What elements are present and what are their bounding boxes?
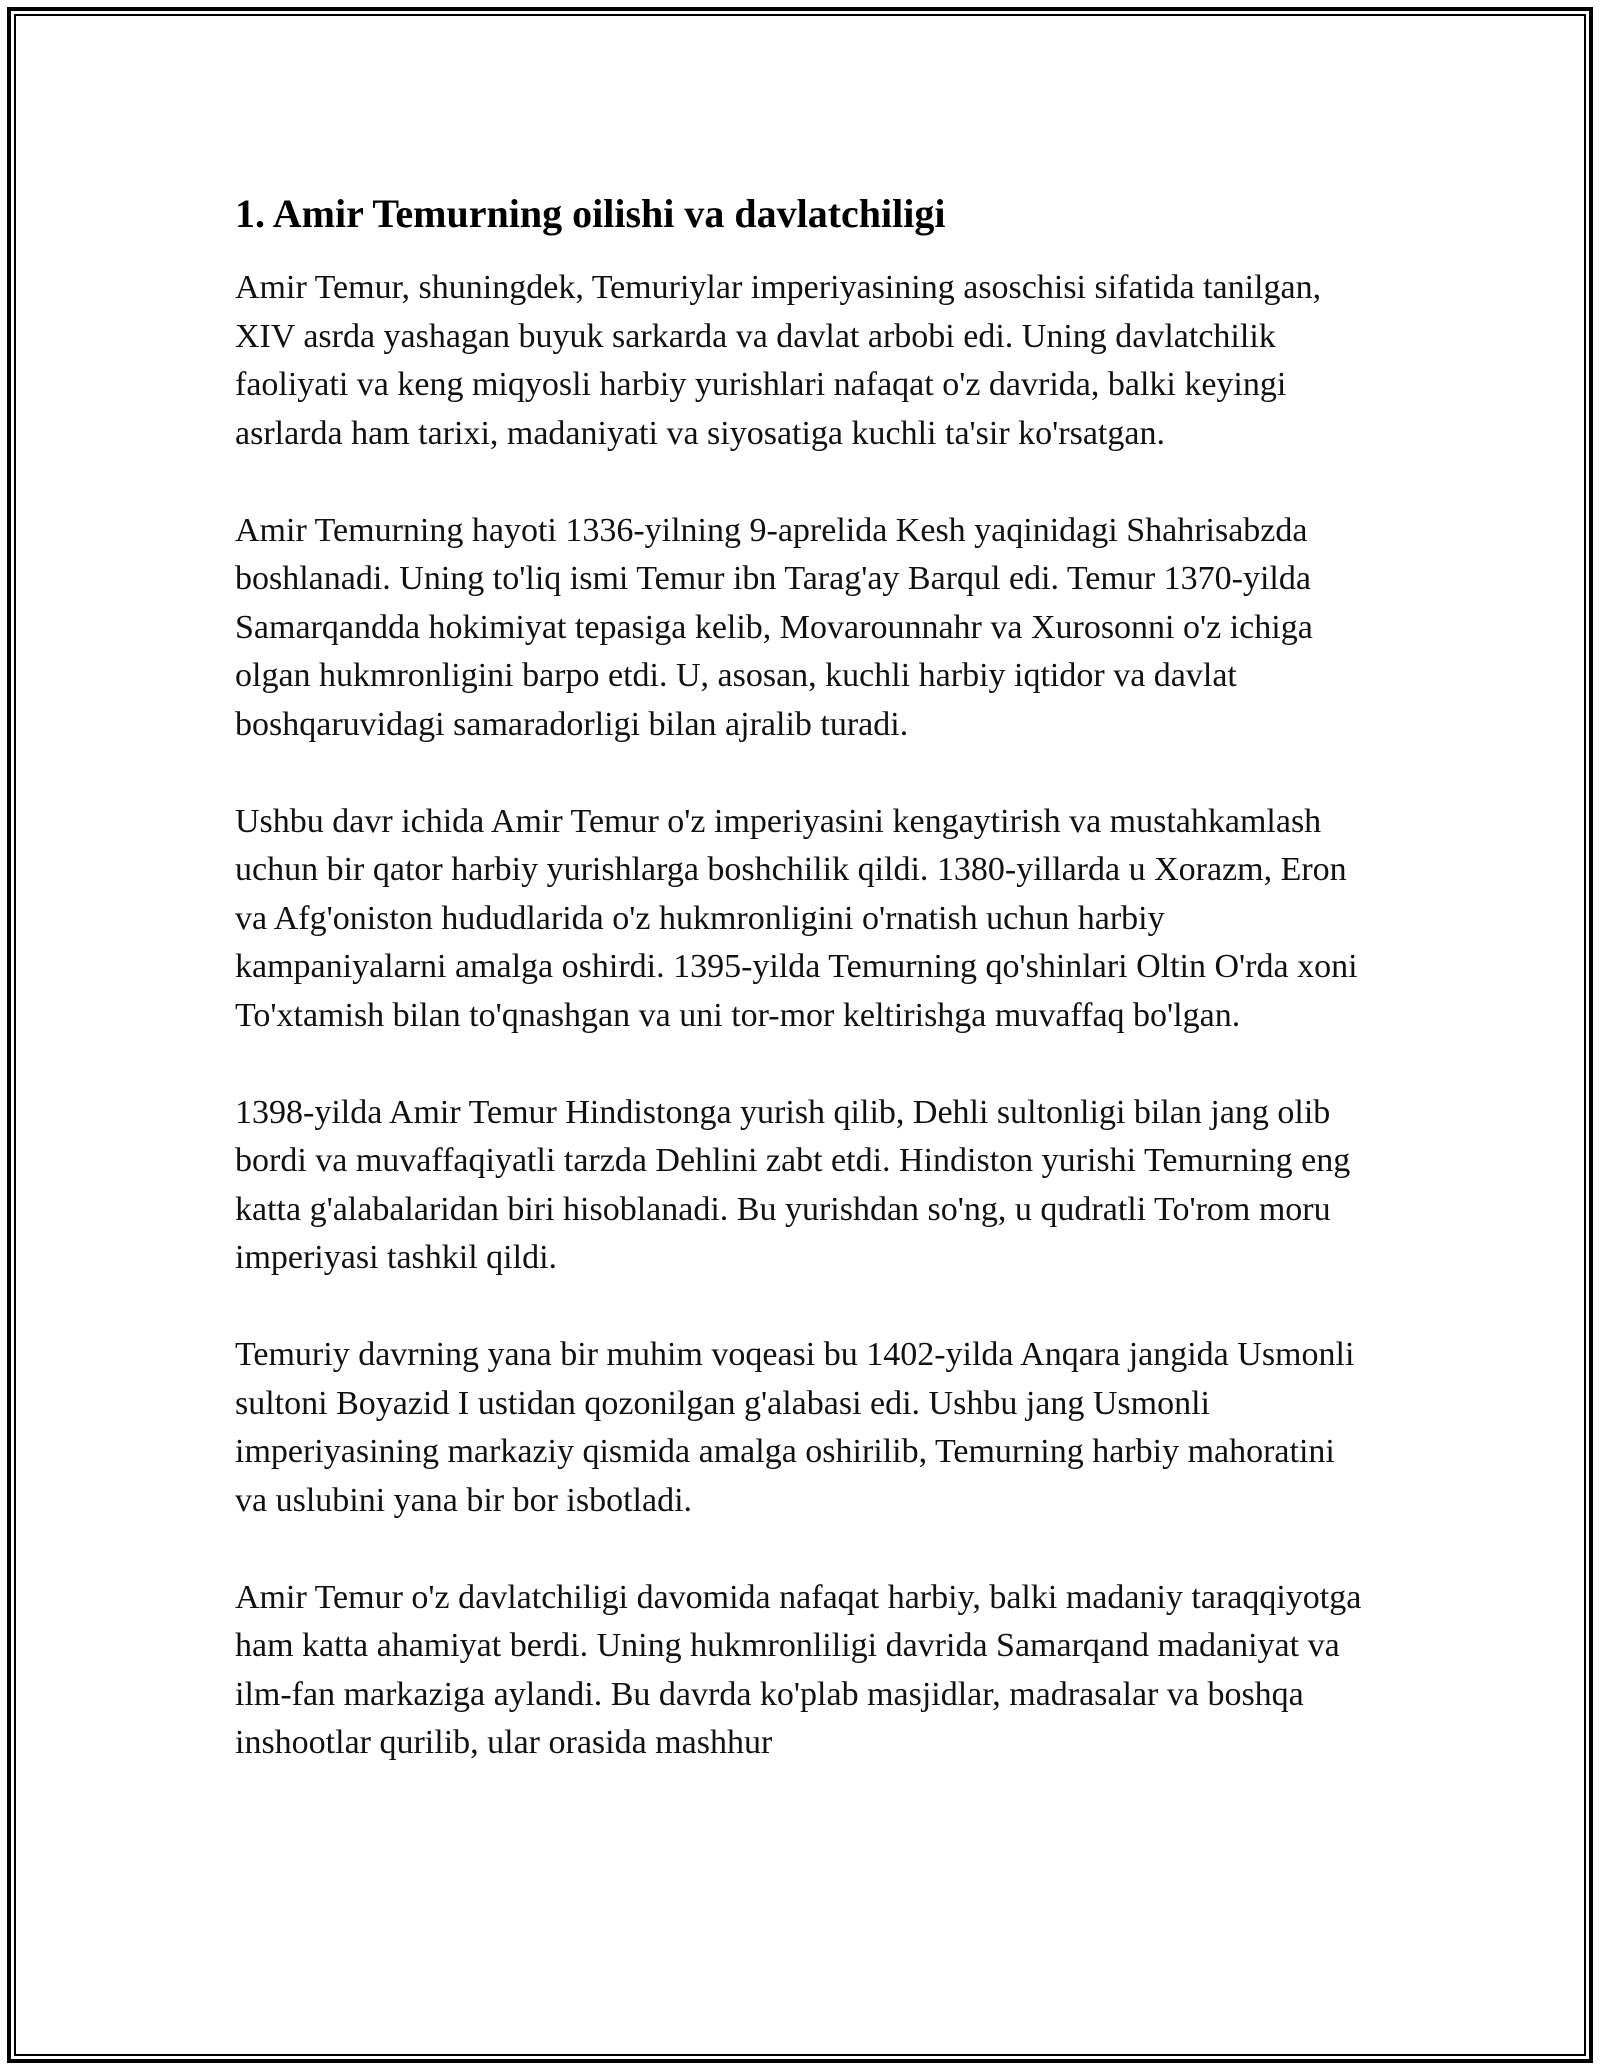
paragraph-culture: Amir Temur o'z davlatchiligi davomida nafaqat harbiy, balki madaniy taraqqiyotga ham katta ahamiyat berdi. Uning hukmronliligi davrida Samarqand madaniyat va ilm-fan markaziga aylandi. Bu davrda ko'plab masjidlar, madrasalar va boshqa inshootlar qurilib, ular orasida mashhur (235, 1578, 1362, 1761)
paragraph-early-life: Amir Temurning hayoti 1336-yilning 9-aprelida Kesh yaqinidagi Shahrisabzda boshlanadi. Uning to'liq ismi Temur ibn Tarag'ay Barqul edi. Temur 1370-yilda Samarqandda hokimiyat tepasiga kelib, Movarounnahr va Xurosonni o'z ichiga olgan hukmronligini barpo etdi. U, asosan, kuchli harbiy iqtidor va davlat boshqaruvidagi samaradorligi bilan ajralib turadi. (235, 511, 1313, 743)
paragraph-india-campaign: 1398-yilda Amir Temur Hindistonga yurish qilib, Dehli sultonligi bilan jang olib bordi va muvaffaqiyatli tarzda Dehlini zabt etdi. Hindiston yurishi Temurning eng katta g'alabalaridan biri hisoblanadi. Bu yurishdan so'ng, u qudratli To'rom moru imperiyasi tashkil qildi. (235, 1093, 1351, 1276)
document-body (235, 186, 1365, 1816)
section-heading: 1. Amir Temurning oilishi va davlatchiligi (235, 191, 946, 236)
paragraph-intro: Amir Temur, shuningdek, Temuriylar imperiyasining asoschisi sifatida tanilgan, XIV asrda yashagan buyuk sarkarda va davlat arbobi edi. Uning davlatchilik faoliyati va keng miqyosli harbiy yurishlari nafaqat o'z davrida, balki keyingi asrlarda ham tarixi, madaniyati va siyosatiga kuchli ta'sir ko'rsatgan. (235, 269, 1322, 452)
paragraph-campaigns: Ushbu davr ichida Amir Temur o'z imperiyasini kengaytirish va mustahkamlash uchun bir qator harbiy yurishlarga boshchilik qildi. 1380-yillarda u Xorazm, Eron va Afg'oniston hududlarida o'z hukmronligini o'rnatish uchun harbiy kampaniyalarni amalga oshirdi. 1395-yilda Temurning qo'shinlari Oltin O'rda xoni To'xtamish bilan to'qnashgan va uni tor-mor keltirishga muvaffaq bo'lgan. (235, 802, 1358, 1034)
paragraph-ankara-battle: Temuriy davrning yana bir muhim voqeasi bu 1402-yilda Anqara jangida Usmonli sultoni Boyazid I ustidan qozonilgan g'alabasi edi. Ushbu jang Usmonli imperiyasining markaziy qismida amalga oshirilib, Temurning harbiy mahoratini va uslubini yana bir bor isbotladi. (235, 1336, 1355, 1519)
